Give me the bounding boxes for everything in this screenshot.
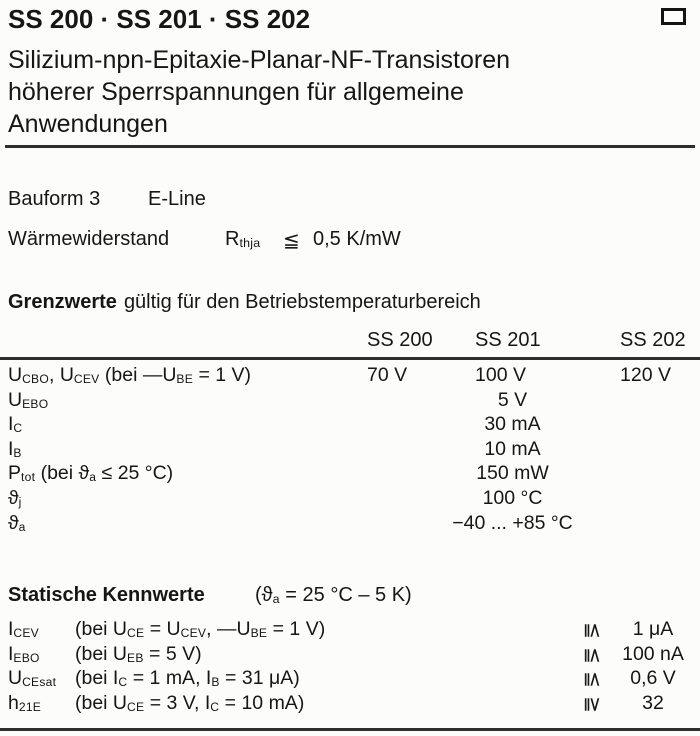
bottom-divider (0, 728, 700, 731)
limit-value-ss200: 70 V (367, 364, 408, 386)
limits-table-divider (0, 357, 700, 360)
column-header-ss202: SS 202 (620, 329, 686, 351)
page-title: SS 200 · SS 201 · SS 202 (8, 4, 311, 34)
static-condition: (bei $U_{CE} = U_{CEV}$, $—U_{BE} = 1$ V) (75, 618, 326, 641)
thermal-label: Wärmewiderstand (8, 228, 170, 250)
limits-row (8, 462, 700, 487)
relation-symbol: ≦ (581, 622, 604, 639)
subtitle-line: höherer Sperrspannungen für allgemeine (8, 78, 464, 106)
subtitle-line: Anwendungen (8, 110, 168, 138)
static-row (8, 618, 700, 643)
limits-row (8, 487, 700, 512)
thermal-relation: ≦ (283, 230, 300, 252)
static-value: 0,6 V (630, 667, 676, 690)
limit-value-common: 100 °C (482, 486, 543, 509)
limits-heading (8, 291, 481, 314)
subtitle-line: Silizium-npn-Epitaxie-Planar-NF-Transistoren (8, 46, 511, 74)
limits-row (8, 438, 700, 463)
static-table (8, 618, 700, 716)
limit-parameter: $ϑ_a$ (8, 511, 26, 534)
limit-parameter: $ϑ_j$ (8, 486, 22, 510)
static-parameter: $I_{CEV}$ (8, 618, 39, 641)
thermal-resistance-line (0, 228, 700, 254)
thermal-value: 0,5 K/mW (313, 228, 401, 250)
static-heading-bold: Statische Kennwerte (8, 584, 205, 606)
static-row (8, 643, 700, 668)
limits-table (8, 364, 700, 536)
header-divider (5, 145, 695, 148)
limit-value-common: −40 ... +85 °C (452, 511, 573, 534)
static-parameter: $h_{21E}$ (8, 691, 42, 714)
limits-row (8, 512, 700, 537)
limit-value-common: 150 mW (476, 462, 549, 485)
column-header-ss200: SS 200 (367, 329, 433, 351)
limit-value-common: 10 mA (484, 437, 541, 460)
column-header-ss201: SS 201 (475, 329, 541, 351)
limit-parameter: $U_{CBO}$, $U_{CEV}$ (bei $—U_{BE} = 1$ V) (8, 364, 252, 387)
static-parameter: $U_{CEsat}$ (8, 667, 57, 690)
static-condition: (bei $I_C = 1$ mA, $I_B = 31$ μA) (75, 667, 300, 690)
limit-parameter: $I_C$ (8, 413, 23, 436)
page-subtitle (8, 44, 510, 140)
corner-rectangle-icon (661, 8, 686, 25)
limit-value-ss201: 100 V (475, 364, 526, 386)
static-condition: (bei $U_{EB} = 5$ V) (75, 642, 202, 665)
static-row (8, 692, 700, 717)
static-condition: (bei $U_{CE} = 3$ V, $I_C = 10$ mA) (75, 691, 305, 714)
static-heading-condition: ($ϑ_a = 25$ °C – 5 K) (255, 584, 412, 607)
limit-value-common: 30 mA (484, 413, 541, 436)
static-row (8, 667, 700, 692)
package-line (8, 188, 206, 211)
limits-row (8, 389, 700, 414)
relation-symbol: ≦ (581, 671, 604, 689)
static-value: 32 (642, 691, 664, 714)
package-value: E-Line (148, 188, 206, 210)
limit-parameter: $I_B$ (8, 437, 22, 460)
limit-value-common: 5 V (497, 388, 528, 411)
limits-heading-bold: Grenzwerte (8, 291, 117, 313)
static-value: 1 μA (632, 618, 674, 640)
relation-symbol: ≧ (581, 695, 604, 713)
relation-symbol: ≦ (581, 646, 604, 664)
limit-parameter: $U_{EBO}$ (8, 388, 49, 411)
thermal-symbol: $R_{thja}$ (225, 228, 261, 251)
limits-row (8, 364, 700, 389)
package-label: Bauform 3 (8, 188, 101, 210)
limits-heading-rest: gültig für den Betriebstemperaturbereich (123, 291, 481, 313)
static-parameter: $I_{EBO}$ (8, 642, 40, 665)
limit-value-ss202: 120 V (620, 364, 671, 386)
static-value: 100 nA (622, 642, 684, 665)
limit-parameter: $P_{tot}$ (bei $ϑ_a \le 25$ °C) (8, 462, 174, 485)
limits-row (8, 413, 700, 438)
